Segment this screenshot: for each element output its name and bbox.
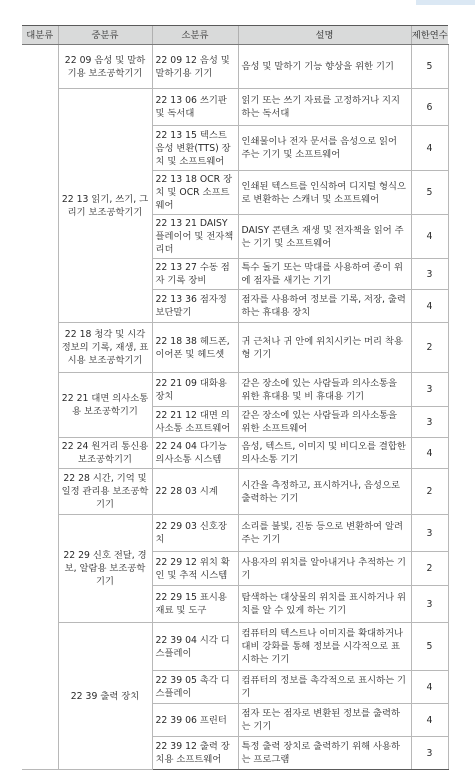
limit-years-cell: 3 bbox=[411, 407, 448, 438]
limit-years-cell: 3 bbox=[411, 259, 448, 290]
limit-years-cell: 4 bbox=[411, 438, 448, 469]
mid-category-cell: 22 18 청각 및 시각 정보의 기록, 재생, 표시용 보조공학기기 bbox=[58, 323, 152, 373]
major-category-cell bbox=[22, 45, 58, 770]
limit-years-cell: 4 bbox=[411, 215, 448, 259]
table-row bbox=[22, 89, 448, 126]
header-major: 대분류 bbox=[22, 26, 58, 45]
header-sub: 소분류 bbox=[152, 26, 238, 45]
limit-years-cell: 4 bbox=[411, 126, 448, 171]
limit-years-cell: 3 bbox=[411, 586, 448, 623]
description-cell: 컴퓨터의 텍스트나 이미지를 확대하거나 대비 강화를 통해 정보를 시각적으로 표시하는 기기 bbox=[238, 623, 411, 671]
mid-category-cell: 22 29 신호 전달, 경보, 알람용 보조공학기기 bbox=[58, 515, 152, 623]
header-mid: 중분류 bbox=[58, 26, 152, 45]
description-cell: 음성, 텍스트, 이미지 및 비디오를 결합한 의사소통 기기 bbox=[238, 438, 411, 469]
description-cell: 특정 출력 장치로 출력하기 위해 사용하는 프로그램 bbox=[238, 737, 411, 770]
sub-category-cell: 22 13 06 쓰기판 및 독서대 bbox=[152, 89, 238, 126]
sub-category-cell: 22 21 12 대면 의사소통 소프트웨어 bbox=[152, 407, 238, 438]
limit-years-cell: 3 bbox=[411, 373, 448, 407]
description-cell: 같은 장소에 있는 사람들과 의사소통을 위한 휴대용 및 비 휴대용 기기 bbox=[238, 373, 411, 407]
table-row bbox=[22, 373, 448, 407]
limit-years-cell: 6 bbox=[411, 89, 448, 126]
sub-category-cell: 22 29 12 위치 확인 및 추적 시스템 bbox=[152, 552, 238, 586]
sub-category-cell: 22 21 09 대화용 장치 bbox=[152, 373, 238, 407]
limit-years-cell: 3 bbox=[411, 737, 448, 770]
sub-category-cell: 22 13 36 점자정보단말기 bbox=[152, 290, 238, 323]
description-cell: 소리를 불빛, 진동 등으로 변환하여 알려주는 기기 bbox=[238, 515, 411, 552]
table-row bbox=[22, 45, 448, 89]
sub-category-cell: 22 39 05 촉각 디스플레이 bbox=[152, 671, 238, 704]
page-corner-tab bbox=[416, 0, 475, 5]
sub-category-cell: 22 39 04 시각 디스플레이 bbox=[152, 623, 238, 671]
header-limit: 제한연수 bbox=[411, 26, 448, 45]
limit-years-cell: 4 bbox=[411, 704, 448, 737]
limit-years-cell: 3 bbox=[411, 515, 448, 552]
assistive-device-table bbox=[22, 25, 449, 770]
description-cell: 특수 돌기 또는 막대를 사용하여 종이 위에 점자를 새기는 기기 bbox=[238, 259, 411, 290]
limit-years-cell: 2 bbox=[411, 469, 448, 515]
sub-category-cell: 22 13 18 OCR 장치 및 OCR 소프트웨어 bbox=[152, 171, 238, 215]
description-cell: 탐색하는 대상물의 위치를 표시하거나 위치를 알 수 있게 하는 기기 bbox=[238, 586, 411, 623]
limit-years-cell: 2 bbox=[411, 323, 448, 373]
sub-category-cell: 22 39 12 출력 장치용 소프트웨어 bbox=[152, 737, 238, 770]
mid-category-cell: 22 28 시간, 기억 및 일정 관리용 보조공학기기 bbox=[58, 469, 152, 515]
description-cell: 귀 근처나 귀 안에 위치시키는 머리 착용형 기기 bbox=[238, 323, 411, 373]
sub-category-cell: 22 24 04 다기능 의사소통 시스템 bbox=[152, 438, 238, 469]
sub-category-cell: 22 13 15 텍스트 음성 변환(TTS) 장치 및 소프트웨어 bbox=[152, 126, 238, 171]
sub-category-cell: 22 28 03 시계 bbox=[152, 469, 238, 515]
description-cell: 인쇄물이나 전자 문서를 음성으로 읽어 주는 기기 및 소프트웨어 bbox=[238, 126, 411, 171]
sub-category-cell: 22 29 15 표시용 재료 및 도구 bbox=[152, 586, 238, 623]
limit-years-cell: 5 bbox=[411, 45, 448, 89]
sub-category-cell: 22 18 38 헤드폰, 이어폰 및 헤드셋 bbox=[152, 323, 238, 373]
table-row bbox=[22, 323, 448, 373]
table-header-row bbox=[22, 26, 448, 45]
sub-category-cell: 22 13 27 수동 점자 기록 장비 bbox=[152, 259, 238, 290]
mid-category-cell: 22 09 음성 및 말하기용 보조공학기기 bbox=[58, 45, 152, 89]
description-cell: 읽기 또는 쓰기 자료를 고정하거나 지지하는 독서대 bbox=[238, 89, 411, 126]
description-cell: 점자를 사용하여 정보를 기록, 저장, 출력하는 휴대용 장치 bbox=[238, 290, 411, 323]
sub-category-cell: 22 29 03 신호장치 bbox=[152, 515, 238, 552]
description-cell: 음성 및 말하기 기능 향상을 위한 기기 bbox=[238, 45, 411, 89]
sub-category-cell: 22 13 21 DAISY 플레이어 및 전자책 리더 bbox=[152, 215, 238, 259]
description-cell: 컴퓨터의 정보를 촉각적으로 표시하는 기기 bbox=[238, 671, 411, 704]
description-cell: DAISY 콘텐츠 재생 및 전자책을 읽어 주는 기기 및 소프트웨어 bbox=[238, 215, 411, 259]
limit-years-cell: 5 bbox=[411, 171, 448, 215]
header-desc: 설명 bbox=[238, 26, 411, 45]
table-row bbox=[22, 438, 448, 469]
table-row bbox=[22, 623, 448, 671]
limit-years-cell: 2 bbox=[411, 552, 448, 586]
mid-category-cell: 22 39 출력 장치 bbox=[58, 623, 152, 770]
description-cell: 사용자의 위치를 알아내거나 추적하는 기기 bbox=[238, 552, 411, 586]
description-cell: 인쇄된 텍스트를 인식하여 디지털 형식으로 변환하는 스캐너 및 소프트웨어 bbox=[238, 171, 411, 215]
sub-category-cell: 22 09 12 음성 및 말하기용 기기 bbox=[152, 45, 238, 89]
limit-years-cell: 4 bbox=[411, 290, 448, 323]
table-row bbox=[22, 469, 448, 515]
mid-category-cell: 22 13 읽기, 쓰기, 그리기 보조공학기기 bbox=[58, 89, 152, 323]
sub-category-cell: 22 39 06 프린터 bbox=[152, 704, 238, 737]
description-cell: 점자 또는 점자로 변환된 정보를 출력하는 기기 bbox=[238, 704, 411, 737]
table-row bbox=[22, 515, 448, 552]
description-cell: 같은 장소에 있는 사람들과 의사소통을 위한 소프트웨어 bbox=[238, 407, 411, 438]
mid-category-cell: 22 21 대면 의사소통용 보조공학기기 bbox=[58, 373, 152, 438]
limit-years-cell: 4 bbox=[411, 671, 448, 704]
limit-years-cell: 5 bbox=[411, 623, 448, 671]
mid-category-cell: 22 24 원거리 통신용 보조공학기기 bbox=[58, 438, 152, 469]
description-cell: 시간을 측정하고, 표시하거나, 음성으로 출력하는 기기 bbox=[238, 469, 411, 515]
